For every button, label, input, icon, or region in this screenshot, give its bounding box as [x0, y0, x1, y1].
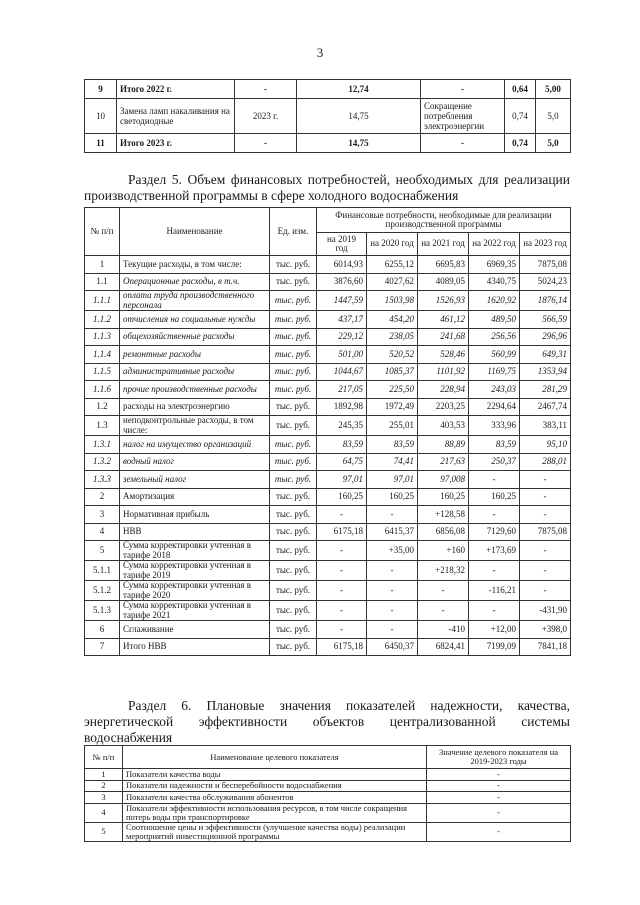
row-number: 1.1.6	[85, 381, 120, 399]
row-value: 528,46	[418, 346, 469, 364]
indicator-name: Показатели надежности и бесперебойности водоснабжения	[123, 780, 427, 792]
row-name: Сглаживание	[120, 621, 270, 639]
row-value: 83,59	[367, 436, 418, 454]
page-number: 3	[316, 45, 324, 60]
row-number: 5.1.2	[85, 581, 120, 601]
row-number: 1.3.2	[85, 453, 120, 471]
table-row	[85, 363, 571, 381]
row-value: 88,89	[418, 436, 469, 454]
row-value: -	[418, 601, 469, 621]
measure-name: Итого 2022 г.	[117, 80, 235, 99]
row-number: 1.3.3	[85, 471, 120, 489]
row-value: +160	[418, 541, 469, 561]
row-value: -	[469, 601, 520, 621]
table-row	[85, 256, 571, 274]
row-number: 5	[85, 541, 120, 561]
row-value: 97,008	[418, 471, 469, 489]
measure-value: 0,64	[505, 80, 536, 99]
row-value: 1044,67	[317, 363, 367, 381]
row-value: 520,52	[367, 346, 418, 364]
row-value: 560,99	[469, 346, 520, 364]
row-value: 228,94	[418, 381, 469, 399]
row-value: 4089,05	[418, 273, 469, 291]
row-value: 383,11	[520, 416, 571, 436]
row-number: 1.1.5	[85, 363, 120, 381]
header-year: на 2021 год	[418, 233, 469, 256]
measure-year: -	[235, 134, 297, 153]
row-value: -	[317, 506, 367, 524]
header-year: на 2022 год	[469, 233, 520, 256]
row-unit: тыс. руб.	[270, 256, 317, 274]
row-value: +173,69	[469, 541, 520, 561]
row-value: 1892,98	[317, 398, 367, 416]
row-value: 6014,93	[317, 256, 367, 274]
measure-effect: Сокращение потребления электроэнергии	[421, 99, 505, 134]
row-value: 217,05	[317, 381, 367, 399]
row-name: расходы на электроэнергию	[120, 398, 270, 416]
row-name: прочие производственные расходы	[120, 381, 270, 399]
row-value: 7841,18	[520, 638, 571, 656]
measure-cost: 12,74	[297, 80, 421, 99]
measure-value: 5,0	[536, 134, 571, 153]
table-row	[85, 471, 571, 489]
header-year: на 2023 год	[520, 233, 571, 256]
table-row	[85, 822, 571, 841]
row-value: -	[520, 541, 571, 561]
row-value: 1169,75	[469, 363, 520, 381]
row-value: +12,00	[469, 621, 520, 639]
indicator-name: Показатели качества воды	[123, 769, 427, 781]
row-name: Нормативная прибыль	[120, 506, 270, 524]
table-row	[85, 780, 571, 792]
measure-name: Замена ламп накаливания на светодиодные	[117, 99, 235, 134]
table-row	[85, 541, 571, 561]
row-number: 2	[85, 488, 120, 506]
row-value: 6415,37	[367, 523, 418, 541]
financial-needs-table	[84, 207, 571, 656]
row-value: -	[520, 581, 571, 601]
row-number: 9	[85, 80, 117, 99]
row-number: 4	[85, 803, 123, 822]
row-value: -	[317, 621, 367, 639]
row-value: +218,32	[418, 561, 469, 581]
row-value: -	[367, 621, 418, 639]
row-value: -	[469, 561, 520, 581]
section6-heading-line: водоснабжения	[84, 730, 173, 745]
row-value: 83,59	[469, 436, 520, 454]
row-value: 255,01	[367, 416, 418, 436]
header-name: Наименование целевого показателя	[123, 746, 427, 769]
table-row	[85, 792, 571, 804]
row-name: административные расходы	[120, 363, 270, 381]
row-name: отчисления на социальные нужды	[120, 311, 270, 329]
row-value: 649,31	[520, 346, 571, 364]
row-value: 489,50	[469, 311, 520, 329]
row-value: -431,90	[520, 601, 571, 621]
row-value: -410	[418, 621, 469, 639]
measure-year: -	[235, 80, 297, 99]
row-number: 5.1.1	[85, 561, 120, 581]
row-name: НВВ	[120, 523, 270, 541]
measure-year: 2023 г.	[235, 99, 297, 134]
row-value: -	[520, 471, 571, 489]
row-number: 11	[85, 134, 117, 153]
row-value: -116,21	[469, 581, 520, 601]
row-value: 160,25	[418, 488, 469, 506]
table-row	[85, 581, 571, 601]
row-value: 4340,75	[469, 273, 520, 291]
row-value: -	[317, 541, 367, 561]
table-row	[85, 99, 571, 134]
row-value: 229,12	[317, 328, 367, 346]
indicator-value: -	[427, 803, 571, 822]
row-value: 6969,35	[469, 256, 520, 274]
row-value: -	[520, 506, 571, 524]
row-name: Сумма корректировки учтенная в тарифе 2019	[120, 561, 270, 581]
target-indicators-table	[84, 745, 571, 842]
row-value: 1353,94	[520, 363, 571, 381]
row-value: 6175,18	[317, 638, 367, 656]
row-unit: тыс. руб.	[270, 561, 317, 581]
row-number: 2	[85, 780, 123, 792]
row-name: ремонтные расходы	[120, 346, 270, 364]
row-value: 6824,41	[418, 638, 469, 656]
row-value: 7129,60	[469, 523, 520, 541]
table-row	[85, 803, 571, 822]
table-row	[85, 638, 571, 656]
row-value: -	[317, 601, 367, 621]
indicator-value: -	[427, 792, 571, 804]
row-value: 403,53	[418, 416, 469, 436]
row-unit: тыс. руб.	[270, 471, 317, 489]
row-value: 256,56	[469, 328, 520, 346]
row-value: -	[367, 581, 418, 601]
row-value: 1503,98	[367, 291, 418, 311]
row-value: -	[418, 581, 469, 601]
section6-heading-line: Раздел 6. Плановые значения показателей надежности, качества,	[128, 698, 570, 713]
row-number: 1.1.3	[85, 328, 120, 346]
row-value: -	[317, 581, 367, 601]
row-value: -	[317, 561, 367, 581]
header-group: Финансовые потребности, необходимые для реализации производственной программы	[317, 208, 571, 233]
header-name: Наименование	[120, 208, 270, 256]
indicator-name: Соотношение цены и эффективности (улучшение качества воды) реализации мероприятий инвестиционной программы	[123, 822, 427, 841]
row-number: 7	[85, 638, 120, 656]
row-value: +398,0	[520, 621, 571, 639]
row-value: 566,59	[520, 311, 571, 329]
row-value: 97,01	[317, 471, 367, 489]
header-no: № п/п	[85, 208, 120, 256]
row-value: 64,75	[317, 453, 367, 471]
row-unit: тыс. руб.	[270, 541, 317, 561]
row-number: 1.2	[85, 398, 120, 416]
table-row	[85, 291, 571, 311]
row-value: 245,35	[317, 416, 367, 436]
row-value: 217,63	[418, 453, 469, 471]
row-name: Операционные расходы, в т.ч.	[120, 273, 270, 291]
row-number: 1	[85, 769, 123, 781]
row-number: 5.1.3	[85, 601, 120, 621]
measure-effect: -	[421, 134, 505, 153]
row-name: Сумма корректировки учтенная в тарифе 2021	[120, 601, 270, 621]
table-row	[85, 416, 571, 436]
row-number: 1.1	[85, 273, 120, 291]
row-unit: тыс. руб.	[270, 488, 317, 506]
row-value: 1085,37	[367, 363, 418, 381]
table-row	[85, 381, 571, 399]
row-value: 1447,59	[317, 291, 367, 311]
table-row	[85, 436, 571, 454]
section5-heading: Раздел 5. Объем финансовых потребностей, необходимых для реализации производственной программы в сфере холодного водоснабжения	[84, 172, 570, 203]
row-value: 97,01	[367, 471, 418, 489]
indicator-value: -	[427, 822, 571, 841]
table-row	[85, 601, 571, 621]
row-value: 1101,92	[418, 363, 469, 381]
measure-value: 0,74	[505, 99, 536, 134]
row-number: 1.3	[85, 416, 120, 436]
row-value: 238,05	[367, 328, 418, 346]
row-value: 5024,23	[520, 273, 571, 291]
row-name: Сумма корректировки учтенная в тарифе 2018	[120, 541, 270, 561]
measures-table	[84, 79, 571, 153]
header-year: на 2019 год	[317, 233, 367, 256]
row-unit: тыс. руб.	[270, 311, 317, 329]
header-unit: Ед. изм.	[270, 208, 317, 256]
row-unit: тыс. руб.	[270, 453, 317, 471]
row-unit: тыс. руб.	[270, 363, 317, 381]
row-name: неподконтрольные расходы, в том числе:	[120, 416, 270, 436]
row-value: -	[469, 506, 520, 524]
table-row	[85, 621, 571, 639]
row-value: 225,50	[367, 381, 418, 399]
table-row	[85, 506, 571, 524]
row-value: 3876,60	[317, 273, 367, 291]
row-name: налог на имущество организаций	[120, 436, 270, 454]
table-row	[85, 134, 571, 153]
row-value: 241,68	[418, 328, 469, 346]
table-row	[85, 80, 571, 99]
row-unit: тыс. руб.	[270, 398, 317, 416]
row-number: 3	[85, 506, 120, 524]
row-unit: тыс. руб.	[270, 381, 317, 399]
row-value: 160,25	[367, 488, 418, 506]
row-value: 1876,14	[520, 291, 571, 311]
row-value: 281,29	[520, 381, 571, 399]
row-name: Итого НВВ	[120, 638, 270, 656]
row-value: 461,12	[418, 311, 469, 329]
row-unit: тыс. руб.	[270, 346, 317, 364]
row-value: -	[367, 506, 418, 524]
row-name: оплата труда производственного персонала	[120, 291, 270, 311]
row-number: 4	[85, 523, 120, 541]
measure-value: 0,74	[505, 134, 536, 153]
row-value: -	[367, 601, 418, 621]
header-year: на 2020 год	[367, 233, 418, 256]
row-value: 1526,93	[418, 291, 469, 311]
row-number: 1.3.1	[85, 436, 120, 454]
row-unit: тыс. руб.	[270, 416, 317, 436]
row-value: 160,25	[317, 488, 367, 506]
table-row	[85, 523, 571, 541]
indicator-value: -	[427, 780, 571, 792]
row-value: 288,01	[520, 453, 571, 471]
table-row	[85, 769, 571, 781]
indicator-value: -	[427, 769, 571, 781]
row-value: +35,00	[367, 541, 418, 561]
row-value: 2203,25	[418, 398, 469, 416]
row-name: Сумма корректировки учтенная в тарифе 2020	[120, 581, 270, 601]
section6-heading-line: энергетической эффективности объектов централизованной системы	[84, 714, 570, 729]
row-name: земельный налог	[120, 471, 270, 489]
row-value: -	[520, 488, 571, 506]
row-unit: тыс. руб.	[270, 273, 317, 291]
measure-cost: 14,75	[297, 99, 421, 134]
row-value: 250,37	[469, 453, 520, 471]
row-value: 74,41	[367, 453, 418, 471]
table-row	[85, 346, 571, 364]
row-unit: тыс. руб.	[270, 638, 317, 656]
row-value: 333,96	[469, 416, 520, 436]
measure-effect: -	[421, 80, 505, 99]
measure-name: Итого 2023 г.	[117, 134, 235, 153]
row-value: 6175,18	[317, 523, 367, 541]
row-number: 3	[85, 792, 123, 804]
row-value: 6695,83	[418, 256, 469, 274]
row-value: 7875,08	[520, 523, 571, 541]
row-name: водный налог	[120, 453, 270, 471]
table-row	[85, 488, 571, 506]
row-number: 5	[85, 822, 123, 841]
header-no: № п/п	[85, 746, 123, 769]
row-unit: тыс. руб.	[270, 581, 317, 601]
row-unit: тыс. руб.	[270, 523, 317, 541]
row-value: 501,00	[317, 346, 367, 364]
table-row	[85, 311, 571, 329]
table-row	[85, 561, 571, 581]
row-name: Амортизация	[120, 488, 270, 506]
row-value: 7875,08	[520, 256, 571, 274]
row-value: -	[469, 471, 520, 489]
row-value: +128,58	[418, 506, 469, 524]
row-unit: тыс. руб.	[270, 436, 317, 454]
row-number: 1.1.1	[85, 291, 120, 311]
row-value: 454,20	[367, 311, 418, 329]
row-number: 1.1.4	[85, 346, 120, 364]
row-value: 160,25	[469, 488, 520, 506]
table-row	[85, 273, 571, 291]
indicator-name: Показатели качества обслуживания абонентов	[123, 792, 427, 804]
measure-cost: 14,75	[297, 134, 421, 153]
row-value: -	[520, 561, 571, 581]
row-number: 1.1.2	[85, 311, 120, 329]
row-value: 6255,12	[367, 256, 418, 274]
row-value: 2294,64	[469, 398, 520, 416]
measure-value: 5,0	[536, 99, 571, 134]
measure-value: 5,00	[536, 80, 571, 99]
header-value: Значение целевого показателя на 2019-2023 годы	[427, 746, 571, 769]
row-unit: тыс. руб.	[270, 328, 317, 346]
section6-heading	[84, 698, 570, 746]
row-value: 6856,08	[418, 523, 469, 541]
row-value: 2467,74	[520, 398, 571, 416]
table-row	[85, 328, 571, 346]
row-unit: тыс. руб.	[270, 601, 317, 621]
table-row	[85, 453, 571, 471]
row-value: 95,10	[520, 436, 571, 454]
row-value: 6450,37	[367, 638, 418, 656]
row-name: общехозяйственные расходы	[120, 328, 270, 346]
row-value: 1620,92	[469, 291, 520, 311]
row-number: 6	[85, 621, 120, 639]
row-unit: тыс. руб.	[270, 621, 317, 639]
indicator-name: Показатели эффективности использования ресурсов, в том числе сокращения потерь воды при транспортировке	[123, 803, 427, 822]
row-number: 10	[85, 99, 117, 134]
row-value: 437,17	[317, 311, 367, 329]
row-name: Текущие расходы, в том числе:	[120, 256, 270, 274]
row-value: 1972,49	[367, 398, 418, 416]
row-value: 7199,09	[469, 638, 520, 656]
row-value: 243,03	[469, 381, 520, 399]
row-number: 1	[85, 256, 120, 274]
row-value: 296,96	[520, 328, 571, 346]
row-value: 4027,62	[367, 273, 418, 291]
row-value: 83,59	[317, 436, 367, 454]
table-row	[85, 398, 571, 416]
row-unit: тыс. руб.	[270, 291, 317, 311]
row-unit: тыс. руб.	[270, 506, 317, 524]
row-value: -	[367, 561, 418, 581]
